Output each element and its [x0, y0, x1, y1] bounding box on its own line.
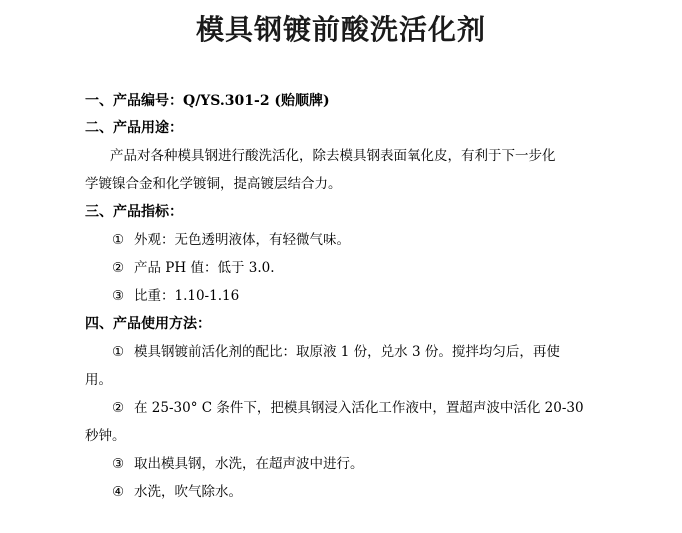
list-marker: ③ [112, 456, 125, 472]
list-marker: ① [112, 232, 125, 248]
section-heading-product-specs: 三、产品指标： [85, 204, 183, 220]
list-marker: ④ [112, 484, 125, 500]
document-title: 模具钢镀前酸洗活化剂 [195, 13, 486, 46]
list-item-text: 产品 PH 值：低于 3.0. [134, 260, 275, 276]
list-item-continuation: 秒钟。 [85, 428, 126, 444]
paragraph-line: 产品对各种模具钢进行酸洗活化，除去模具钢表面氧化皮，有利于下一步化 [110, 148, 556, 164]
list-marker: ① [112, 344, 125, 360]
list-item [112, 231, 350, 249]
list-item [112, 343, 560, 361]
section-heading-product-number: 一、产品编号：Q/YS.301-2 (贻顺牌) [85, 93, 330, 109]
list-item-text: 水洗，吹气除水。 [134, 484, 242, 500]
list-item [112, 287, 239, 305]
section-heading-usage-method: 四、产品使用方法： [85, 316, 211, 332]
paragraph-line: 学镀镍合金和化学镀铜，提高镀层结合力。 [85, 176, 342, 192]
list-item [112, 259, 275, 277]
list-marker: ② [112, 400, 125, 416]
list-marker: ③ [112, 288, 125, 304]
list-item [112, 455, 364, 473]
list-item-text: 比重：1.10-1.16 [134, 288, 240, 304]
list-item-continuation: 用。 [85, 372, 112, 388]
list-marker: ② [112, 260, 125, 276]
list-item-text: 在 25-30° C 条件下，把模具钢浸入活化工作液中，置超声波中活化 20-30 [134, 400, 584, 416]
list-item-text: 外观：无色透明液体，有轻微气味。 [134, 232, 350, 248]
list-item [112, 399, 584, 417]
list-item-text: 模具钢镀前活化剂的配比：取原液 1 份，兑水 3 份。搅拌均匀后，再使 [134, 344, 560, 360]
section-heading-product-use: 二、产品用途： [85, 120, 183, 136]
list-item [112, 483, 242, 501]
list-item-text: 取出模具钢，水洗，在超声波中进行。 [134, 456, 364, 472]
